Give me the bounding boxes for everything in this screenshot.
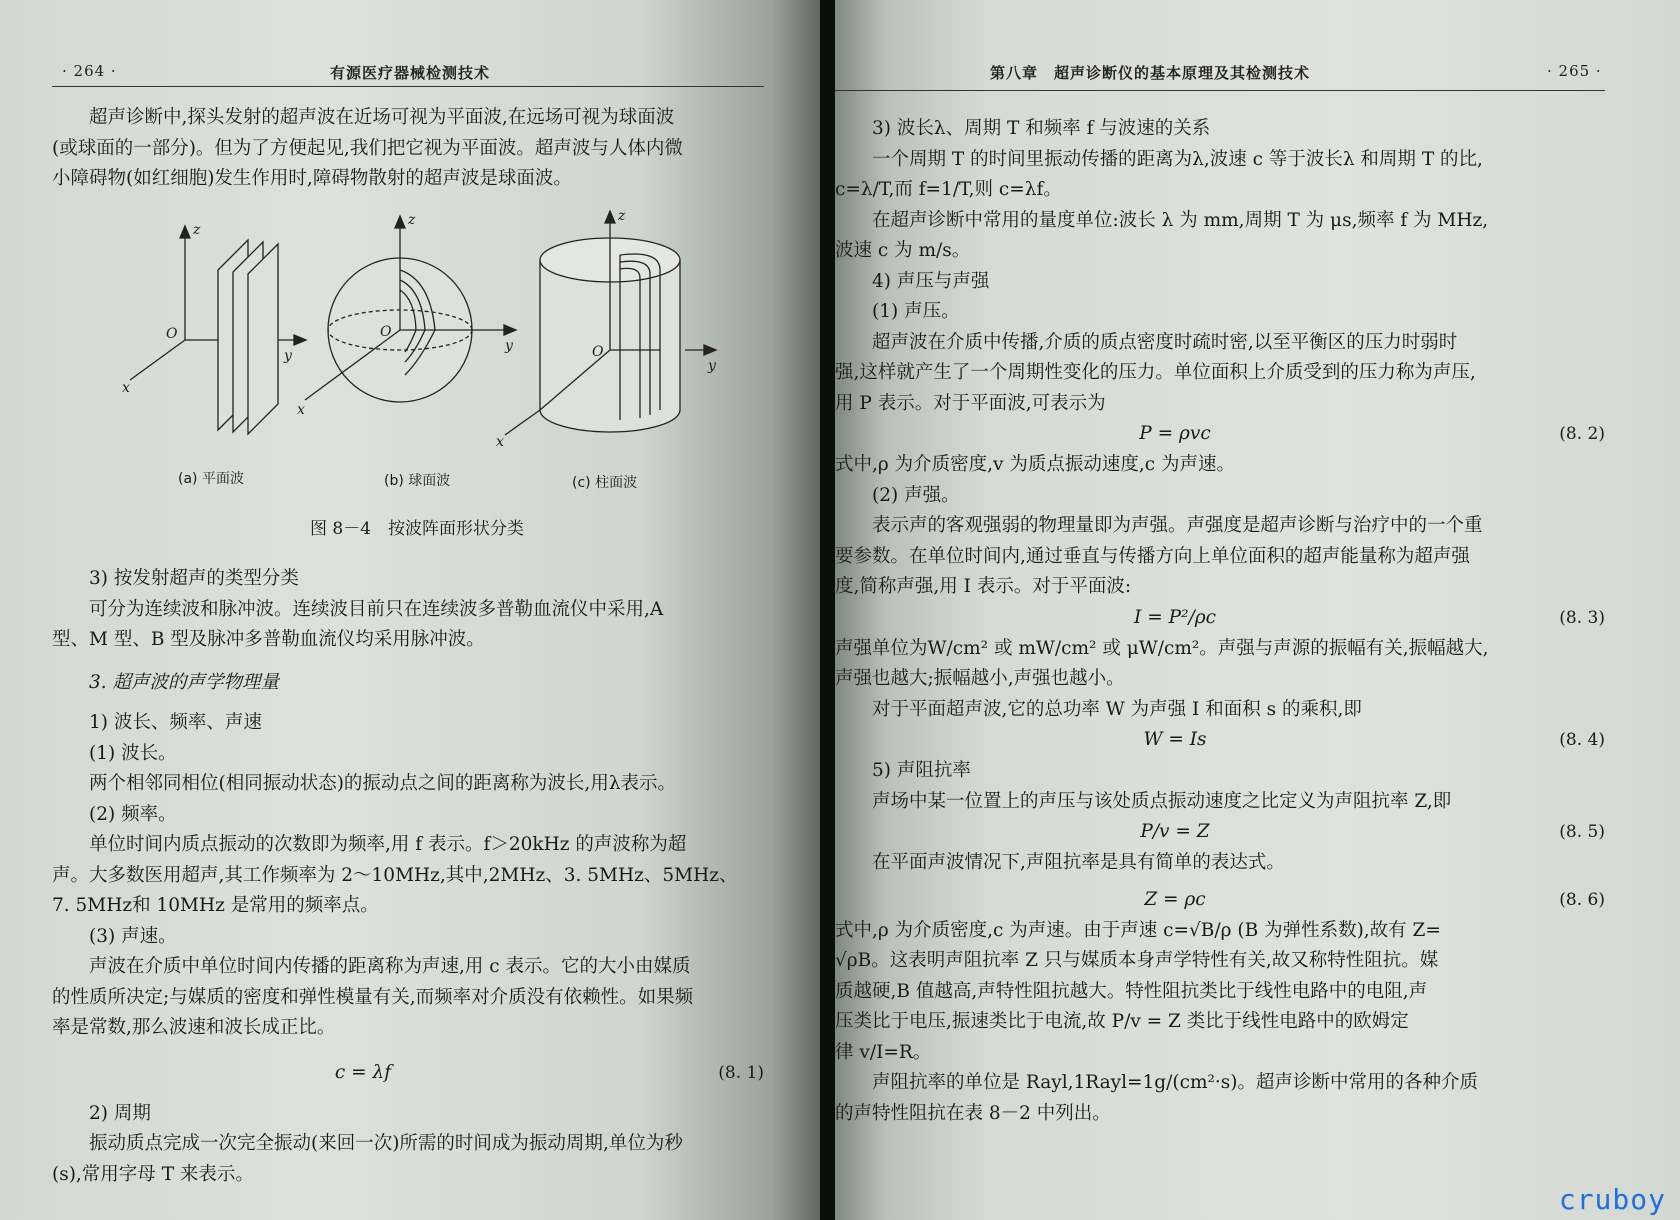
- text-line: 的声特性阻抗在表 8－2 中列出。: [835, 1102, 1111, 1124]
- equation-number: (8. 5): [1559, 822, 1605, 843]
- text-line: 率是常数,那么波速和波长成正比。: [52, 1017, 336, 1038]
- equation-8-1: [52, 1058, 764, 1089]
- speed-heading: (3) 声速。: [89, 925, 177, 947]
- figure-sub-caption-c: (c) 柱面波: [572, 475, 638, 491]
- text-line: 强,这样就产生了一个周期性变化的压力。单位面积上介质受到的压力称为声压,: [835, 362, 1476, 383]
- subsection-heading: 2) 周期: [89, 1102, 151, 1124]
- text-line: 式中,ρ 为介质密度,v 为质点振动速度,c 为声速。: [835, 454, 1235, 475]
- equation-text: I = P²/ρc: [1134, 606, 1216, 628]
- text-line: 单位时间内质点振动的次数即为频率,用 f 表示。f＞20kHz 的声波称为超: [89, 834, 687, 855]
- intensity-heading: (2) 声强。: [872, 484, 960, 506]
- text-line: 在平面声波情况下,声阻抗率是具有简单的表达式。: [872, 852, 1285, 873]
- text-line: 声强也越大;振幅越小,声强也越小。: [835, 668, 1125, 689]
- origin-label: O: [380, 324, 392, 340]
- equation-number: (8. 4): [1559, 730, 1605, 751]
- text-line: (或球面的一部分)。但为了方便起见,我们把它视为平面波。超声波与人体内微: [52, 137, 683, 159]
- text-line: 对于平面超声波,它的总功率 W 为声强 I 和面积 s 的乘积,即: [872, 698, 1362, 720]
- text-line: √ρB。这表明声阻抗率 Z 只与媒质本身声学特性有关,故又称特性阻抗。媒: [835, 950, 1439, 971]
- axis-z-label: z: [193, 222, 201, 238]
- text-line: 一个周期 T 的时间里振动传播的距离为λ,波速 c 等于波长λ 和周期 T 的比,: [872, 148, 1483, 170]
- text-line: 振动质点完成一次完全振动(来回一次)所需的时间成为振动周期,单位为秒: [89, 1133, 683, 1154]
- axis-z-label: z: [408, 212, 416, 228]
- section-heading: 3) 按发射超声的类型分类: [89, 568, 299, 589]
- plane-wave-diagram: [130, 226, 306, 434]
- text-line: 表示声的客观强弱的物理量即为声强。声强度是超声诊断与治疗中的一个重: [872, 515, 1483, 536]
- spherical-wave-diagram: [305, 216, 516, 402]
- equation-number: (8. 2): [1559, 424, 1605, 445]
- text-line: 要参数。在单位时间内,通过垂直与传播方向上单位面积的超声能量称为超声强: [835, 545, 1470, 567]
- equation-text: Z = ρc: [1144, 888, 1206, 910]
- equation-number: (8. 6): [1559, 889, 1605, 910]
- wavefront-figure: [100, 210, 720, 450]
- text-line: 7. 5MHz和 10MHz 是常用的频率点。: [52, 895, 379, 916]
- text-line: 超声波在介质中传播,介质的质点密度时疏时密,以至平衡区的压力时弱时: [872, 331, 1458, 353]
- figure-sub-caption-b: (b) 球面波: [384, 473, 451, 489]
- equation-8-4: [835, 725, 1605, 756]
- text-line: c=λ/T,而 f=1/T,则 c=λf。: [835, 179, 1062, 200]
- wavelength-heading: (1) 波长。: [89, 742, 177, 764]
- axis-y-label: y: [284, 348, 292, 364]
- equation-8-5: [835, 817, 1605, 848]
- left-running-title: 有源医疗器械检测技术: [330, 64, 491, 82]
- right-running-title: 第八章 超声诊断仪的基本原理及其检测技术: [990, 64, 1311, 82]
- figure-sub-caption-a: (a) 平面波: [178, 471, 244, 487]
- figure-caption: 图 8－4 按波阵面形状分类: [310, 519, 525, 539]
- text-line: 小障碍物(如红细胞)发生作用时,障碍物散射的超声波是球面波。: [52, 168, 572, 189]
- pressure-heading: (1) 声压。: [872, 301, 960, 322]
- text-line: 在超声诊断中常用的量度单位:波长 λ 为 mm,周期 T 为 μs,频率 f 为 MHz,: [872, 209, 1489, 231]
- cylindrical-wave-diagram: [505, 211, 716, 435]
- watermark-text: cruboy: [1558, 1183, 1666, 1216]
- text-line: (s),常用字母 T 来表示。: [52, 1163, 254, 1185]
- equation-8-3: [835, 603, 1605, 634]
- text-line: 的性质所决定;与媒质的密度和弹性模量有关,而频率对介质没有依赖性。如果频: [52, 986, 694, 1008]
- origin-label: O: [166, 326, 178, 342]
- left-page-number: · 264 ·: [62, 62, 117, 80]
- subsection-heading: 3) 波长λ、周期 T 和频率 f 与波速的关系: [872, 118, 1211, 139]
- text-line: 式中,ρ 为介质密度,c 为声速。由于声速 c=√B/ρ (B 为弹性系数),故有 Z=: [835, 919, 1441, 941]
- equation-number: (8. 3): [1559, 607, 1605, 628]
- text-line: 声场中某一位置上的声压与该处质点振动速度之比定义为声阻抗率 Z,即: [872, 790, 1452, 812]
- axis-x-label: x: [122, 380, 130, 396]
- left-intro-paragraph: [52, 103, 764, 195]
- equation-8-2: [835, 419, 1605, 450]
- frequency-heading: (2) 频率。: [89, 803, 177, 825]
- left-page: [0, 0, 820, 1220]
- text-line: 两个相邻同相位(相同振动状态)的振动点之间的距离称为波长,用λ表示。: [89, 773, 677, 794]
- axis-x-label: x: [297, 402, 305, 418]
- text-line: 超声诊断中,探头发射的超声波在近场可视为平面波,在远场可视为球面波: [89, 107, 675, 128]
- book-gutter: [820, 0, 835, 1220]
- right-page: [835, 0, 1680, 1220]
- equation-text: P/v = Z: [1140, 821, 1210, 843]
- text-line: 压类比于电压,振速类比于电流,故 P/v = Z 类比于线性电路中的欧姆定: [835, 1011, 1409, 1032]
- equation-text: W = Is: [1143, 729, 1207, 751]
- right-header-rule: [835, 90, 1605, 91]
- text-line: 声。大多数医用超声,其工作频率为 2～10MHz,其中,2MHz、3. 5MHz、5MHz、: [52, 864, 738, 886]
- origin-label: O: [592, 344, 604, 360]
- equation-text: c = λf: [334, 1061, 392, 1083]
- text-line: 声阻抗率的单位是 Rayl,1Rayl=1g/(cm²·s)。超声诊断中常用的各种介质: [872, 1072, 1479, 1093]
- right-page-number: · 265 ·: [1547, 62, 1602, 80]
- axis-z-label: z: [618, 210, 626, 224]
- text-line: 型、M 型、B 型及脉冲多普勒血流仪均采用脉冲波。: [52, 629, 485, 650]
- text-line: 波速 c 为 m/s。: [835, 240, 971, 261]
- equation-number: (8. 1): [718, 1062, 764, 1083]
- left-header-rule: [52, 86, 764, 87]
- text-line: 用 P 表示。对于平面波,可表示为: [835, 392, 1106, 414]
- section-title: 3. 超声波的声学物理量: [89, 671, 280, 693]
- axis-y-label: y: [505, 338, 513, 354]
- right-body: [835, 114, 1605, 1129]
- equation-text: P = ρvc: [1139, 423, 1211, 445]
- text-line: 律 v/I=R。: [835, 1041, 932, 1063]
- axis-y-label: y: [708, 358, 716, 374]
- subsection-heading: 4) 声压与声强: [872, 270, 990, 292]
- equation-8-6: [835, 885, 1605, 916]
- text-line: 声波在介质中单位时间内传播的距离称为声速,用 c 表示。它的大小由媒质: [89, 956, 691, 977]
- left-body-lower: [52, 564, 764, 1190]
- text-line: 可分为连续波和脉冲波。连续波目前只在连续波多普勒血流仪中采用,A: [89, 598, 664, 620]
- subsection-heading: 5) 声阻抗率: [872, 760, 971, 781]
- text-line: 质越硬,B 值越高,声特性阻抗越大。特性阻抗类比于线性电路中的电阻,声: [835, 980, 1428, 1002]
- text-line: 度,简称声强,用 I 表示。对于平面波:: [835, 576, 1132, 597]
- text-line: 声强单位为W/cm² 或 mW/cm² 或 μW/cm²。声强与声源的振幅有关,振幅越大,: [835, 637, 1489, 659]
- axis-x-label: x: [496, 434, 504, 450]
- subsection-heading: 1) 波长、频率、声速: [89, 712, 262, 733]
